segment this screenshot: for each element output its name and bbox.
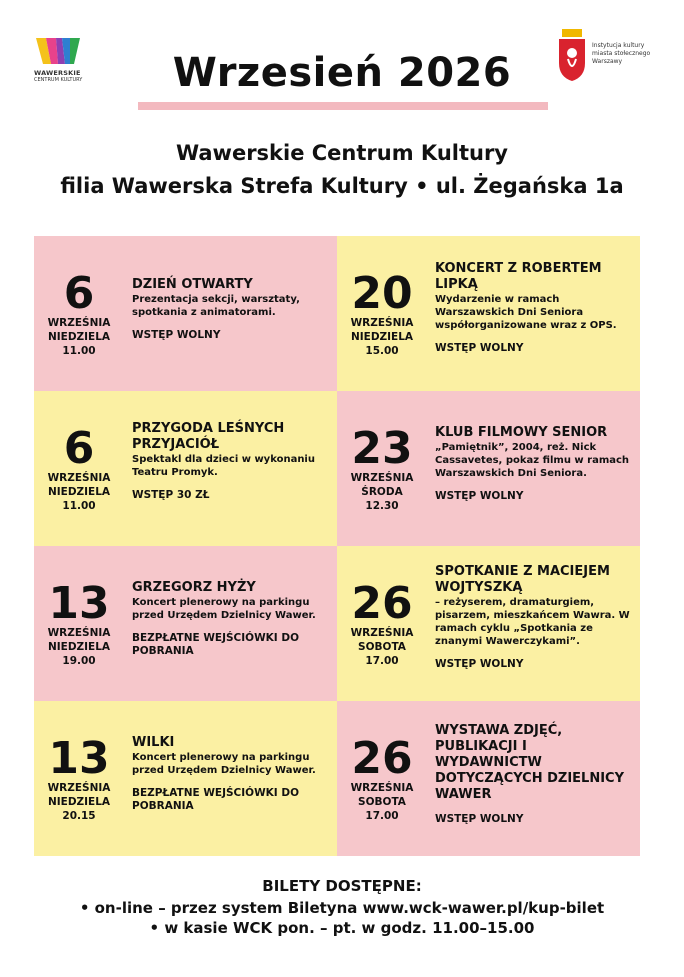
subtitle-organizer: Wawerskie Centrum Kultury — [175, 141, 509, 165]
event-card — [34, 391, 337, 546]
event-time: 20.15 — [62, 810, 96, 822]
event-description: – reżyserem, dramaturgiem, pisarzem, mieszkańcem Wawra. W ramach cyklu „Spotkania ze znanymi Wawerczykami”. — [435, 597, 630, 647]
event-price: WSTĘP WOLNY — [435, 813, 524, 825]
event-title: PRZYGODA LEŚNYCH PRZYJACIÓŁ — [132, 421, 285, 452]
event-info — [132, 735, 332, 813]
event-day: 26 — [351, 578, 413, 629]
event-price: WSTĘP WOLNY — [435, 342, 524, 354]
event-description: Prezentacja sekcji, warsztaty, spotkania z animatorami. — [132, 294, 300, 318]
event-month: WRZEŚNIA — [47, 627, 111, 639]
event-description: Koncert plenerowy na parkingu przed Urzędem Dzielnicy Wawer. — [132, 752, 316, 776]
event-date — [343, 268, 421, 358]
event-title: GRZEGORZ HYŻY — [132, 580, 256, 595]
event-weekday: SOBOTA — [358, 796, 406, 808]
event-price: BEZPŁATNE WEJŚCIÓWKI DO POBRANIA — [132, 632, 300, 657]
event-card — [34, 236, 337, 391]
event-card — [337, 701, 640, 856]
event-weekday: NIEDZIELA — [350, 331, 414, 343]
event-weekday: NIEDZIELA — [47, 796, 111, 808]
event-date — [343, 733, 421, 823]
event-info — [435, 261, 635, 355]
tickets-box-office: • w kasie WCK pon. – pt. w godz. 11.00–15.00 — [149, 919, 535, 937]
event-title: SPOTKANIE Z MACIEJEM WOJTYSZKĄ — [435, 564, 610, 595]
event-weekday: ŚRODA — [361, 486, 403, 498]
event-title: WYSTAWA ZDJĘĆ, PUBLIKACJI I WYDAWNICTW DOTYCZĄCYCH DZIELNICY WAWER — [435, 723, 625, 802]
event-info — [132, 277, 332, 342]
event-time: 17.00 — [365, 810, 399, 822]
tickets-online: • on-line – przez system Biletyna www.wck-wawer.pl/kup-bilet — [79, 899, 605, 917]
event-description: Koncert plenerowy na parkingu przed Urzędem Dzielnicy Wawer. — [132, 597, 316, 621]
event-month: WRZEŚNIA — [350, 317, 414, 329]
event-card — [337, 391, 640, 546]
event-date — [343, 578, 421, 668]
event-month: WRZEŚNIA — [350, 627, 414, 639]
event-day: 6 — [63, 423, 95, 474]
event-price: WSTĘP WOLNY — [435, 658, 524, 670]
event-description: Wydarzenie w ramach Warszawskich Dni Seniora współorganizowane wraz z OPS. — [435, 294, 617, 331]
event-date — [40, 268, 118, 358]
event-price: BEZPŁATNE WEJŚCIÓWKI DO POBRANIA — [132, 787, 300, 812]
event-info — [132, 580, 332, 658]
event-time: 19.00 — [62, 655, 96, 667]
event-time: 15.00 — [365, 345, 399, 357]
event-info — [435, 425, 635, 503]
event-description: „Pamiętnik”, 2004, reż. Nick Cassavetes, pokaz filmu w ramach Warszawskich Dni Seniora. — [435, 442, 630, 479]
event-info — [435, 723, 635, 826]
event-month: WRZEŚNIA — [47, 317, 111, 329]
event-title: WILKI — [132, 735, 175, 750]
event-time: 17.00 — [365, 655, 399, 667]
event-month: WRZEŚNIA — [47, 472, 111, 484]
tickets-heading: BILETY DOSTĘPNE: — [262, 877, 422, 895]
event-price: WSTĘP WOLNY — [132, 329, 221, 341]
event-info — [435, 564, 635, 671]
event-title: KONCERT Z ROBERTEM LIPKĄ — [435, 261, 602, 292]
event-day: 13 — [48, 733, 110, 784]
event-time: 11.00 — [62, 345, 96, 357]
event-description: Spektakl dla dzieci w wykonaniu Teatru Promyk. — [132, 454, 315, 478]
event-month: WRZEŚNIA — [350, 472, 414, 484]
events-grid — [34, 236, 650, 858]
event-day: 26 — [351, 733, 413, 784]
event-title: DZIEŃ OTWARTY — [132, 277, 253, 292]
event-info — [132, 421, 332, 502]
event-day: 13 — [48, 578, 110, 629]
event-day: 20 — [351, 268, 413, 319]
event-day: 23 — [351, 423, 413, 474]
event-card — [337, 236, 640, 391]
event-day: 6 — [63, 268, 95, 319]
event-time: 11.00 — [62, 500, 96, 512]
subtitle-location: filia Wawerska Strefa Kultury • ul. Żegańska 1a — [60, 174, 624, 198]
event-card — [337, 546, 640, 701]
event-card — [34, 701, 337, 856]
event-title: KLUB FILMOWY SENIOR — [435, 425, 608, 440]
logo-line1: WAWERSKIE — [34, 69, 81, 77]
event-weekday: NIEDZIELA — [47, 641, 111, 653]
event-date — [40, 423, 118, 513]
warsaw-logo-text: Instytucja kultury miasta stołecznego Warszawy — [592, 42, 651, 65]
event-price: WSTĘP 30 ZŁ — [132, 489, 210, 501]
logo-line2: CENTRUM KULTURY — [34, 77, 83, 83]
event-date — [40, 733, 118, 823]
event-date — [40, 578, 118, 668]
event-time: 12.30 — [365, 500, 399, 512]
event-date — [343, 423, 421, 513]
event-weekday: NIEDZIELA — [47, 331, 111, 343]
event-month: WRZEŚNIA — [47, 782, 111, 794]
event-month: WRZEŚNIA — [350, 782, 414, 794]
event-card — [34, 546, 337, 701]
event-weekday: NIEDZIELA — [47, 486, 111, 498]
page-title: Wrzesień 2026 — [172, 50, 512, 96]
event-weekday: SOBOTA — [358, 641, 406, 653]
title-underline — [138, 102, 548, 110]
event-price: WSTĘP WOLNY — [435, 490, 524, 502]
